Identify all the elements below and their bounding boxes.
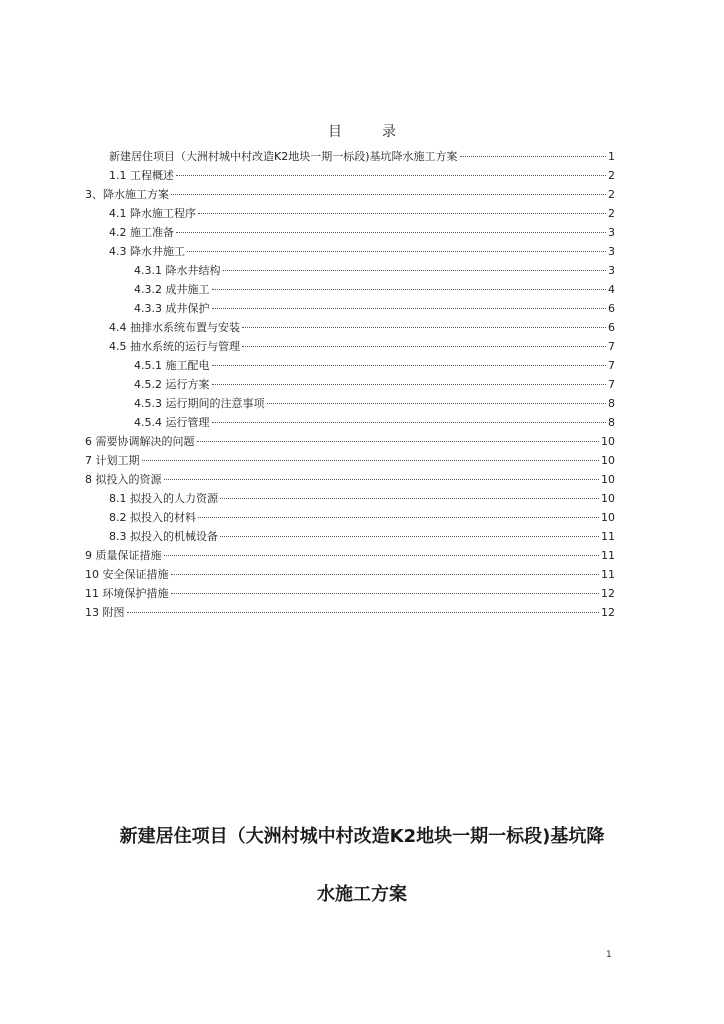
toc-dot-leader [212, 365, 607, 366]
toc-entry[interactable] [134, 356, 615, 375]
toc-heading [0, 121, 724, 141]
toc-entry-page: 2 [608, 207, 615, 220]
toc-dot-leader [176, 175, 606, 176]
toc-entry-title: 6 需要协调解决的问题 [85, 435, 195, 448]
toc-entry[interactable] [109, 337, 615, 356]
toc-entry-title: 1.1 工程概述 [109, 169, 174, 182]
toc-entry-title: 4.1 降水施工程序 [109, 207, 196, 220]
toc-entry[interactable] [109, 508, 615, 527]
toc-entry[interactable] [109, 204, 615, 223]
toc-entry-title: 11 环境保护措施 [85, 587, 169, 600]
toc-entry-title: 10 安全保证措施 [85, 568, 169, 581]
toc-entry[interactable] [85, 432, 615, 451]
toc-entry[interactable] [109, 489, 615, 508]
document-title-line-1: 新建居住项目（大洲村城中村改造K2地块一期一标段)基坑降 [119, 826, 605, 847]
toc-entry-page: 2 [608, 188, 615, 201]
toc-entry[interactable] [134, 375, 615, 394]
toc-dot-leader [142, 460, 600, 461]
toc-entry-page: 8 [608, 397, 615, 410]
toc-entry-page: 10 [601, 511, 615, 524]
toc-entry-title: 4.5.1 施工配电 [134, 359, 210, 372]
toc-dot-leader [242, 346, 606, 347]
toc-dot-leader [171, 593, 600, 594]
toc-entry-title: 4.5.4 运行管理 [134, 416, 210, 429]
toc-entry-title: 9 质量保证措施 [85, 549, 162, 562]
toc-entry-page: 12 [601, 606, 615, 619]
page-number: 1 [606, 950, 612, 960]
toc-dot-leader [220, 536, 599, 537]
toc-entry[interactable] [85, 185, 615, 204]
toc-entry-title: 4.3.1 降水井结构 [134, 264, 221, 277]
toc-dot-leader [212, 308, 607, 309]
toc-entry[interactable] [134, 299, 615, 318]
toc-entry-title: 8.2 拟投入的材料 [109, 511, 196, 524]
toc-heading-right: 录 [382, 124, 396, 140]
toc-entry[interactable] [134, 261, 615, 280]
toc-entry[interactable] [109, 242, 615, 261]
toc-entry-title: 8.1 拟投入的人力资源 [109, 492, 218, 505]
toc-dot-leader [164, 479, 600, 480]
toc-entry-page: 10 [601, 492, 615, 505]
toc-dot-leader [220, 498, 599, 499]
toc-dot-leader [460, 156, 606, 157]
toc-entry[interactable] [109, 223, 615, 242]
toc-entry-page: 3 [608, 226, 615, 239]
toc-entry-title: 7 计划工期 [85, 454, 140, 467]
toc-entry-title: 13 附图 [85, 606, 125, 619]
toc-entry-title: 8.3 拟投入的机械设备 [109, 530, 218, 543]
toc-dot-leader [212, 384, 607, 385]
toc-dot-leader [212, 289, 607, 290]
toc-entry[interactable] [134, 394, 615, 413]
toc-entry[interactable] [85, 451, 615, 470]
toc-entry-title: 4.3.3 成井保护 [134, 302, 210, 315]
toc-entry[interactable] [109, 147, 615, 166]
toc-entry-page: 7 [608, 340, 615, 353]
toc-dot-leader [164, 555, 600, 556]
toc-entry-page: 2 [608, 169, 615, 182]
toc-entry-page: 8 [608, 416, 615, 429]
toc-entry-title: 4.3.2 成井施工 [134, 283, 210, 296]
toc-entry[interactable] [85, 584, 615, 603]
toc-dot-leader [197, 441, 600, 442]
toc-entry[interactable] [85, 470, 615, 489]
toc-entry-page: 3 [608, 264, 615, 277]
toc-entry-page: 12 [601, 587, 615, 600]
table-of-contents [0, 147, 724, 622]
toc-entry-title: 4.2 施工准备 [109, 226, 174, 239]
toc-entry-title: 3、降水施工方案 [85, 188, 169, 201]
toc-dot-leader [171, 574, 600, 575]
toc-entry-page: 11 [601, 568, 615, 581]
toc-entry-title: 4.3 降水井施工 [109, 245, 185, 258]
toc-dot-leader [176, 232, 606, 233]
toc-entry-title: 4.5.2 运行方案 [134, 378, 210, 391]
toc-entry-title: 新建居住项目（大洲村城中村改造K2地块一期一标段)基坑降水施工方案 [109, 150, 458, 163]
toc-entry-page: 4 [608, 283, 615, 296]
toc-entry-page: 10 [601, 473, 615, 486]
toc-entry-page: 6 [608, 302, 615, 315]
document-title-line-2: 水施工方案 [317, 884, 407, 905]
toc-dot-leader [198, 213, 606, 214]
toc-entry-page: 3 [608, 245, 615, 258]
toc-entry-title: 4.5.3 运行期间的注意事项 [134, 397, 265, 410]
toc-entry[interactable] [85, 546, 615, 565]
toc-dot-leader [223, 270, 607, 271]
toc-entry[interactable] [109, 166, 615, 185]
toc-entry-page: 7 [608, 359, 615, 372]
toc-dot-leader [127, 612, 600, 613]
toc-entry-page: 1 [608, 150, 615, 163]
toc-entry[interactable] [85, 603, 615, 622]
toc-entry-title: 4.5 抽水系统的运行与管理 [109, 340, 240, 353]
toc-entry[interactable] [109, 527, 615, 546]
toc-dot-leader [198, 517, 599, 518]
toc-entry[interactable] [109, 318, 615, 337]
toc-entry[interactable] [85, 565, 615, 584]
toc-entry[interactable] [134, 413, 615, 432]
toc-heading-left: 目 [328, 124, 342, 140]
toc-entry-page: 10 [601, 454, 615, 467]
toc-dot-leader [267, 403, 607, 404]
toc-entry-page: 11 [601, 549, 615, 562]
toc-entry-page: 7 [608, 378, 615, 391]
toc-entry-page: 6 [608, 321, 615, 334]
toc-entry-title: 4.4 抽排水系统布置与安装 [109, 321, 240, 334]
toc-entry-title: 8 拟投入的资源 [85, 473, 162, 486]
toc-entry[interactable] [134, 280, 615, 299]
toc-dot-leader [212, 422, 607, 423]
toc-entry-page: 11 [601, 530, 615, 543]
toc-dot-leader [242, 327, 606, 328]
toc-dot-leader [171, 194, 606, 195]
toc-entry-page: 10 [601, 435, 615, 448]
toc-dot-leader [187, 251, 606, 252]
